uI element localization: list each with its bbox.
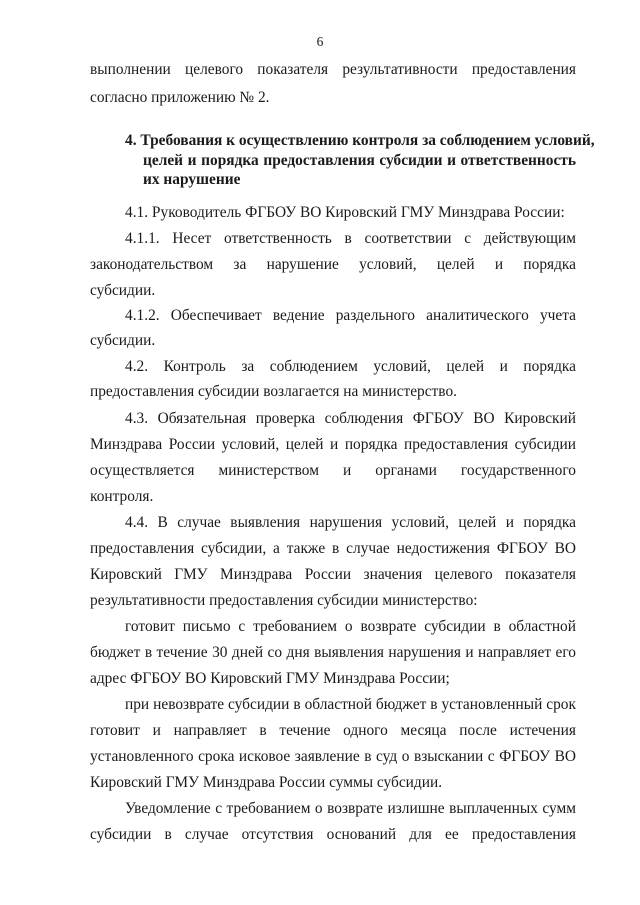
page-number: 6 — [316, 34, 324, 49]
paragraph-4-1-2-line-2: субсидии. — [90, 332, 156, 349]
paragraph-notice-line-2: субсидии в случае отсутствия оснований для ее предоставления — [90, 826, 576, 843]
paragraph-4-1-1-line-1: 4.1.1. Несет ответственность в соответствии с действующим — [125, 230, 576, 247]
paragraph-4-3-line-2: Минздрава России условий, целей и порядка предоставления субсидии — [90, 436, 576, 453]
paragraph-letter-line-1: готовит письмо с требованием о возврате субсидии в областной — [125, 618, 576, 635]
paragraph-4-2-line-1: 4.2. Контроль за соблюдением условий, целей и порядка — [125, 358, 576, 375]
section-heading-line-1: 4. Требования к осуществлению контроля за соблюдением условий, — [125, 132, 595, 149]
intro-line-2: согласно приложению № 2. — [90, 89, 270, 106]
paragraph-notice-line-1: Уведомление с требованием о возврате излишне выплаченных сумм — [125, 800, 576, 817]
paragraph-lawsuit-line-2: готовит и направляет в течение одного месяца после истечения — [90, 722, 576, 739]
paragraph-4-4-line-2: предоставления субсидии, а также в случае недостижения ФГБОУ ВО — [90, 540, 576, 557]
paragraph-4-4-line-3: Кировский ГМУ Минздрава России значения целевого показателя — [90, 566, 576, 583]
paragraph-4-3-line-4: контроля. — [90, 488, 154, 505]
paragraph-4-1-1-line-3: субсидии. — [90, 282, 156, 299]
paragraph-lawsuit-line-1: при невозврате субсидии в областной бюджет в установленный срок — [125, 696, 576, 713]
paragraph-4-2-line-2: предоставления субсидии возлагается на министерство. — [90, 383, 457, 400]
paragraph-4-1: 4.1. Руководитель ФГБОУ ВО Кировский ГМУ Минздрава России: — [125, 204, 565, 221]
paragraph-4-1-2-line-1: 4.1.2. Обеспечивает ведение раздельного аналитического учета — [125, 307, 576, 324]
intro-line-1: выполнении целевого показателя результативности предоставления — [90, 61, 576, 78]
paragraph-lawsuit-line-3: установленного срока исковое заявление в суд о взыскании с ФГБОУ ВО — [90, 748, 576, 765]
section-heading-line-2: целей и порядка предоставления субсидии и ответственность — [143, 152, 576, 169]
paragraph-letter-line-2: бюджет в течение 30 дней со дня выявления нарушения и направляет его — [90, 644, 576, 661]
paragraph-4-4-line-1: 4.4. В случае выявления нарушения условий, целей и порядка — [125, 514, 576, 531]
paragraph-4-1-1-line-2: законодательством за нарушение условий, целей и порядка — [90, 256, 576, 273]
paragraph-lawsuit-line-4: Кировский ГМУ Минздрава России суммы субсидии. — [90, 774, 443, 791]
paragraph-4-3-line-3: осуществляется министерством и органами государственного — [90, 462, 576, 479]
paragraph-4-4-line-4: результативности предоставления субсидии министерство: — [90, 592, 478, 609]
paragraph-letter-line-3: адрес ФГБОУ ВО Кировский ГМУ Минздрава России; — [90, 670, 450, 687]
section-heading-line-3: их нарушение — [143, 171, 241, 188]
paragraph-4-3-line-1: 4.3. Обязательная проверка соблюдения ФГБОУ ВО Кировский — [125, 410, 576, 427]
